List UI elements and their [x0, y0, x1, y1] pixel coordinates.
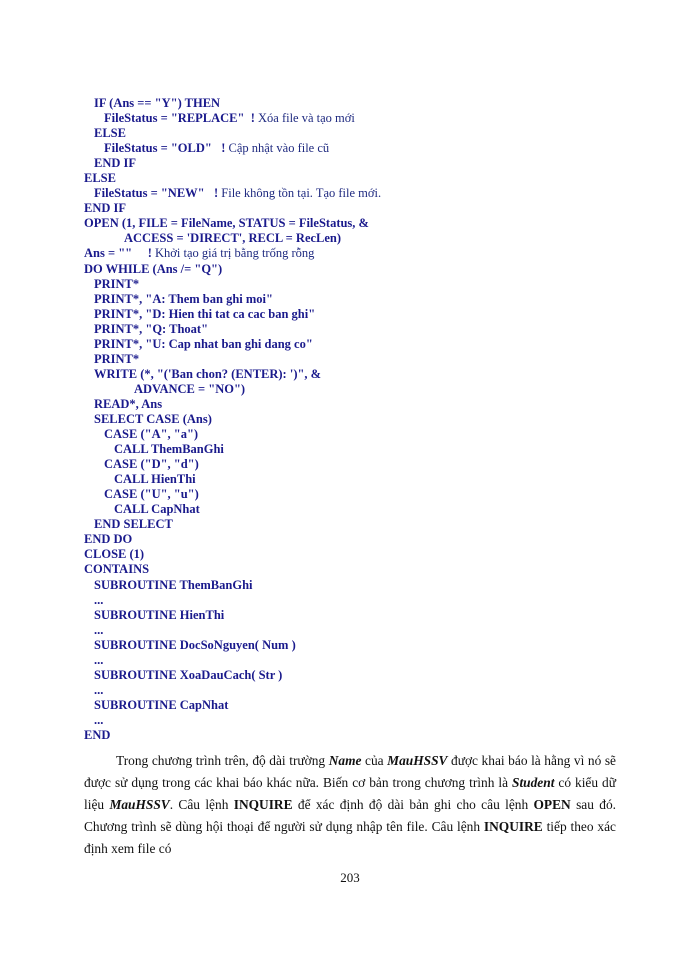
code-statement: PRINT*, "U: Cap nhat ban ghi dang co" — [94, 336, 313, 351]
code-statement: READ*, Ans — [94, 396, 163, 411]
code-statement: PRINT*, "A: Them ban ghi moi" — [94, 291, 273, 306]
code-statement: FileStatus = "REPLACE" ! — [104, 111, 255, 126]
code-line — [84, 713, 644, 728]
code-statement: ... — [94, 622, 104, 637]
emphasis-term: Name — [328, 753, 362, 768]
text-run: Trong chương trình trên, độ dài trường — [116, 753, 329, 768]
emphasis-term: MauHSSV — [387, 753, 448, 768]
code-statement: END DO — [84, 532, 133, 547]
code-line — [84, 562, 644, 577]
code-statement: CLOSE (1) — [84, 547, 145, 562]
code-line — [84, 653, 644, 668]
text-run: . Câu lệnh — [169, 797, 234, 812]
code-line — [84, 337, 644, 352]
code-line — [84, 171, 644, 186]
code-statement: ... — [94, 682, 104, 697]
code-line — [84, 623, 644, 638]
body-paragraph — [84, 750, 616, 860]
code-line — [84, 96, 644, 111]
code-comment: Cập nhật vào file cũ — [225, 141, 330, 156]
code-line — [84, 277, 644, 292]
code-statement: IF (Ans == "Y") THEN — [94, 96, 221, 110]
code-line — [84, 683, 644, 698]
code-statement: CONTAINS — [84, 562, 150, 577]
keyword-term: INQUIRE — [483, 819, 543, 834]
code-line — [84, 532, 644, 547]
code-line — [84, 457, 644, 472]
text-run: để xác định độ dài bản ghi cho câu lệnh — [292, 797, 534, 812]
code-statement: SELECT CASE (Ans) — [94, 411, 212, 426]
code-line — [84, 307, 644, 322]
code-line — [84, 156, 644, 171]
code-line — [84, 608, 644, 623]
code-line — [84, 502, 644, 517]
emphasis-term: MauHSSV — [109, 797, 170, 812]
code-statement: ACCESS = 'DIRECT', RECL = RecLen) — [124, 231, 342, 246]
code-statement: FileStatus = "OLD" ! — [104, 141, 226, 156]
code-line — [84, 442, 644, 457]
code-statement: ADVANCE = "NO") — [134, 381, 246, 396]
code-statement: SUBROUTINE XoaDauCach( Str ) — [94, 667, 283, 682]
code-statement: END SELECT — [94, 517, 173, 532]
code-listing — [84, 96, 644, 743]
text-run: được khai báo là hằng vì nó sẽ được sử dụng trong các khai báo khác nữa. Biến cơ bản trong chương trình là — [84, 753, 616, 790]
code-statement: CALL CapNhat — [114, 502, 200, 517]
code-line — [84, 322, 644, 337]
code-line — [84, 472, 644, 487]
code-line — [84, 698, 644, 713]
code-line — [84, 246, 644, 261]
text-run: của — [361, 753, 388, 768]
code-statement: CALL HienThi — [114, 472, 196, 487]
code-statement: PRINT* — [94, 351, 140, 366]
code-line — [84, 728, 644, 743]
keyword-term: INQUIRE — [233, 797, 293, 812]
code-line — [84, 262, 644, 277]
code-statement: END — [84, 727, 111, 742]
code-statement: SUBROUTINE CapNhat — [94, 697, 229, 712]
page-number: 203 — [340, 870, 360, 885]
keyword-term: OPEN — [533, 797, 571, 812]
code-line — [84, 578, 644, 593]
code-statement: DO WHILE (Ans /= "Q") — [84, 261, 223, 276]
code-line — [84, 593, 644, 608]
text-run: có kiểu dữ liệu — [84, 775, 616, 812]
code-statement: PRINT* — [94, 276, 140, 291]
code-line — [84, 487, 644, 502]
code-line — [84, 231, 644, 246]
code-statement: Ans = "" ! — [84, 246, 152, 261]
code-statement: SUBROUTINE DocSoNguyen( Num ) — [94, 637, 296, 652]
code-comment: Xóa file và tạo mới — [254, 111, 355, 126]
code-statement: OPEN (1, FILE = FileName, STATUS = FileStatus, & — [84, 216, 369, 231]
code-line — [84, 126, 644, 141]
code-line — [84, 638, 644, 653]
code-statement: FileStatus = "NEW" ! — [94, 186, 219, 201]
text-run: tiếp theo xác định xem file có — [84, 819, 616, 856]
code-statement: ... — [94, 652, 104, 667]
code-line — [84, 352, 644, 367]
code-line — [84, 367, 644, 382]
code-line — [84, 216, 644, 231]
text-run: sau đó. Chương trình sẽ dùng hội thoại để người sử dụng nhập tên file. Câu lệnh — [84, 797, 616, 834]
code-statement: END IF — [84, 201, 127, 216]
code-line — [84, 382, 644, 397]
emphasis-term: Student — [512, 775, 555, 790]
code-statement: END IF — [94, 156, 137, 171]
code-line — [84, 111, 644, 126]
code-comment: File không tồn tại. Tạo file mới. — [218, 186, 382, 201]
code-statement: ... — [94, 712, 104, 727]
code-comment: Khởi tạo giá trị bằng trống rỗng — [151, 246, 315, 261]
paragraph-text — [84, 750, 616, 860]
code-line — [84, 141, 644, 156]
code-statement: SUBROUTINE ThemBanGhi — [94, 577, 253, 592]
code-statement: PRINT*, "Q: Thoat" — [94, 321, 209, 336]
code-statement: CASE ("A", "a") — [104, 427, 199, 442]
code-line — [84, 517, 644, 532]
code-line — [84, 668, 644, 683]
code-statement: WRITE (*, "('Ban chon? (ENTER): ')", & — [94, 366, 322, 381]
code-statement: ... — [94, 592, 104, 607]
code-line — [84, 547, 644, 562]
code-line — [84, 201, 644, 216]
code-line — [84, 397, 644, 412]
code-statement: SUBROUTINE HienThi — [94, 607, 225, 622]
code-line — [84, 292, 644, 307]
code-statement: CASE ("D", "d") — [104, 457, 199, 472]
code-statement: PRINT*, "D: Hien thi tat ca cac ban ghi" — [94, 306, 316, 321]
code-statement: CASE ("U", "u") — [104, 487, 199, 502]
code-statement: ELSE — [84, 171, 116, 186]
code-line — [84, 412, 644, 427]
code-statement: ELSE — [94, 126, 126, 141]
code-line — [84, 427, 644, 442]
code-statement: CALL ThemBanGhi — [114, 442, 224, 457]
code-line — [84, 186, 644, 201]
